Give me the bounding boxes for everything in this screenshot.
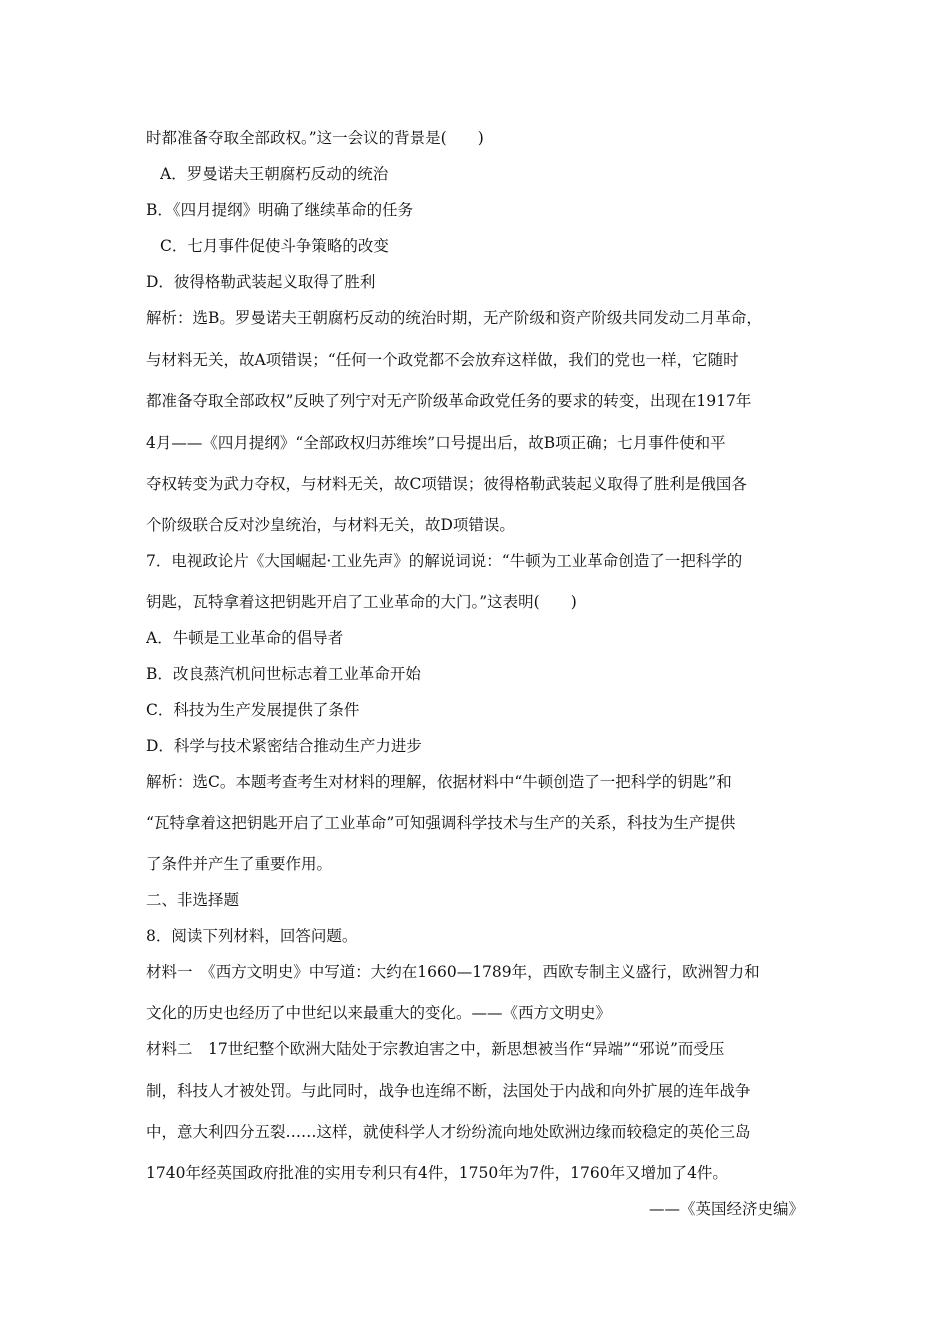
question-7: 7．电视政论片《大国崛起·工业先声》的解说词说：“牛顿为工业革命创造了一把科学的 [146, 552, 743, 570]
material-two-cont: 制，科技人才被处罚。与此同时，战争也连绵不断，法国处于内战和向外扩展的连年战争 [146, 1082, 751, 1100]
material-one-cont: 文化的历史也经历了中世纪以来最重大的变化。——《西方文明史》 [146, 1004, 612, 1022]
option-c: C．科技为生产发展提供了条件 [146, 701, 360, 719]
analysis-line: 都准备夺取全部政权”反映了列宁对无产阶级革命政党任务的要求的转变，出现在1917年 [146, 392, 752, 410]
analysis-line: 了条件并产生了重要作用。 [146, 855, 333, 873]
text-line: 时都准备夺取全部政权。”这一会议的背景是( ) [146, 129, 484, 147]
material-two-cont: 1740年经英国政府批准的实用专利只有4件，1750年为7件，1760年又增加了4件。 [146, 1164, 728, 1182]
section-heading: 二、非选择题 [146, 891, 240, 909]
material-two: 材料二 17世纪整个欧洲大陆处于宗教迫害之中，新思想被当作“异端”“邪说”而受压 [146, 1040, 725, 1058]
analysis-line: 个阶级联合反对沙皇统治，与材料无关，故D项错误。 [146, 516, 515, 534]
option-b: B．《四月提纲》明确了继续革命的任务 [146, 201, 414, 219]
analysis-line: 与材料无关，故A项错误；“任何一个政党都不会放弃这样做，我们的党也一样，它随时 [146, 351, 739, 369]
option-b: B．改良蒸汽机问世标志着工业革命开始 [146, 665, 421, 683]
analysis-line: 4月——《四月提纲》“全部政权归苏维埃”口号提出后，故B项正确；七月事件使和平 [146, 434, 726, 452]
option-c: C．七月事件促使斗争策略的改变 [160, 237, 389, 255]
question-7-cont: 钥匙，瓦特拿着这把钥匙开启了工业革命的大门。”这表明( ) [146, 593, 577, 611]
material-one: 材料一 《西方文明史》中写道：大约在1660—1789年，西欧专制主义盛行，欧洲智力和 [146, 963, 760, 981]
analysis-line: “瓦特拿着这把钥匙开启了工业革命”可知强调科学技术与生产的关系，科技为生产提供 [146, 814, 736, 832]
material-two-cont: 中，意大利四分五裂……这样，就使科学人才纷纷流向地处欧洲边缘而较稳定的英伦三岛 [146, 1123, 751, 1141]
option-d: D．科学与技术紧密结合推动生产力进步 [146, 737, 422, 755]
analysis-line: 夺权转变为武力夺权，与材料无关，故C项错误；彼得格勒武装起义取得了胜利是俄国各 [146, 475, 747, 493]
analysis-line: 解析：选C。本题考查考生对材料的理解，依据材料中“牛顿创造了一把科学的钥匙”和 [146, 773, 732, 791]
option-a: A．罗曼诺夫王朝腐朽反动的统治 [160, 165, 389, 183]
question-8: 8．阅读下列材料，回答问题。 [146, 927, 358, 945]
option-a: A．牛顿是工业革命的倡导者 [146, 629, 344, 647]
option-d: D．彼得格勒武装起义取得了胜利 [146, 273, 376, 291]
analysis-line: 解析：选B。罗曼诺夫王朝腐朽反动的统治时期，无产阶级和资产阶级共同发动二月革命， [146, 309, 762, 327]
source-citation: ——《英国经济史编》 [648, 1200, 804, 1218]
